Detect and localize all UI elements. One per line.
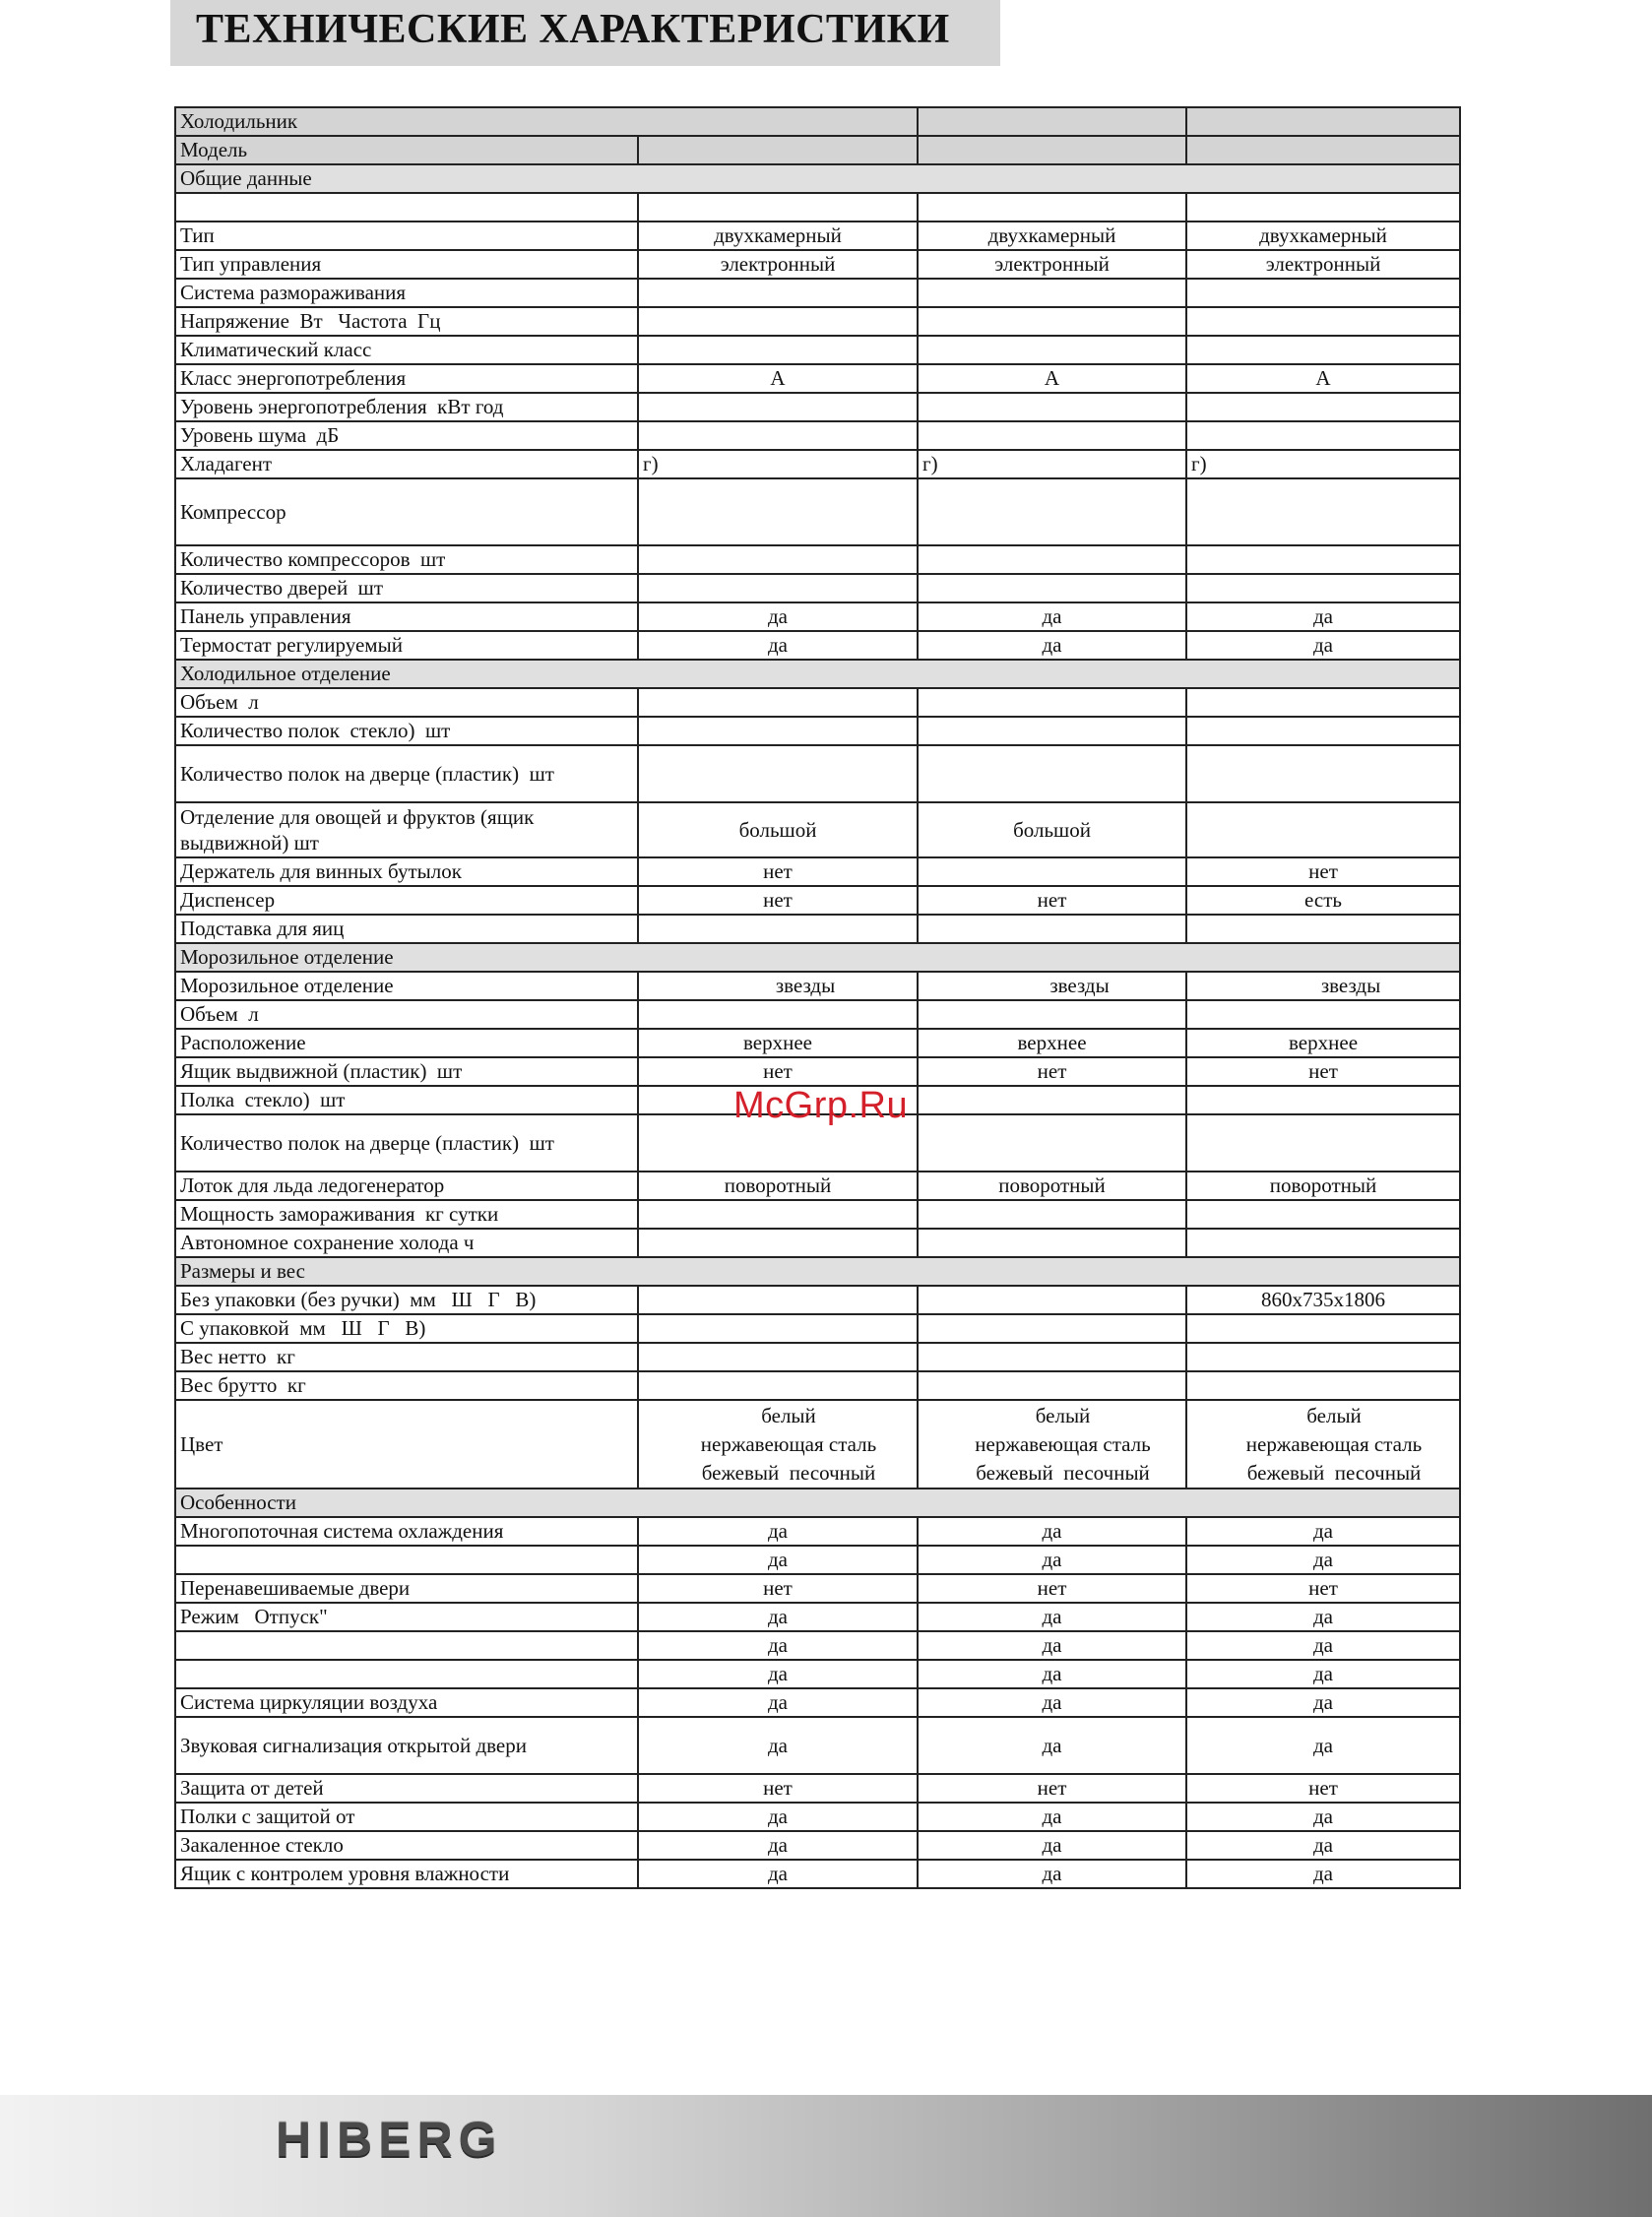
table-cell	[1186, 1000, 1460, 1029]
table-row	[175, 421, 1460, 450]
value-cell: нет	[1186, 1574, 1460, 1603]
value-cell: да	[918, 1803, 1186, 1831]
table-cell	[1186, 745, 1460, 802]
table-cell	[918, 1371, 1186, 1400]
value-cell: да	[918, 1717, 1186, 1774]
table-cell	[918, 1286, 1186, 1314]
value-cell: двухкамерный	[918, 222, 1186, 250]
value-cell: двухкамерный	[638, 222, 918, 250]
table-cell	[918, 745, 1186, 802]
table-row	[175, 193, 1460, 222]
value-cell: да	[1186, 1517, 1460, 1546]
value-cell: нет	[638, 1574, 918, 1603]
table-row	[175, 1000, 1460, 1029]
table-cell	[638, 1200, 918, 1229]
table-row	[175, 886, 1460, 915]
value-cell	[1186, 1400, 1460, 1489]
value-cell: поворотный	[638, 1172, 918, 1200]
row-label: Диспенсер	[175, 886, 638, 915]
value-cell: нет	[918, 1574, 1186, 1603]
value-cell: да	[1186, 1860, 1460, 1888]
value-cell: да	[638, 1631, 918, 1660]
table-row	[175, 136, 1460, 164]
row-label: Защита от детей	[175, 1774, 638, 1803]
row-label: Вес нетто кг	[175, 1343, 638, 1371]
row-label: Система циркуляции воздуха	[175, 1688, 638, 1717]
value-cell: да	[918, 631, 1186, 660]
table-cell	[918, 393, 1186, 421]
table-row	[175, 1314, 1460, 1343]
table-cell	[638, 421, 918, 450]
table-cell	[638, 745, 918, 802]
row-label: Тип	[175, 222, 638, 250]
table-row	[175, 279, 1460, 307]
table-row	[175, 857, 1460, 886]
section-row	[175, 660, 1460, 688]
value-cell	[918, 1400, 1186, 1489]
value-cell: да	[638, 1603, 918, 1631]
table-row	[175, 545, 1460, 574]
table-cell	[918, 193, 1186, 222]
row-label: Цвет	[175, 1400, 638, 1489]
value-cell: да	[638, 602, 918, 631]
table-row	[175, 393, 1460, 421]
row-label: Вес брутто кг	[175, 1371, 638, 1400]
row-label: Полка стекло) шт	[175, 1086, 638, 1114]
table-cell	[918, 915, 1186, 943]
value-cell: да	[918, 602, 1186, 631]
table-row	[175, 478, 1460, 545]
table-cell	[638, 136, 918, 164]
color-option: бежевый песочный	[976, 1460, 1150, 1485]
value-cell: поворотный	[918, 1172, 1186, 1200]
table-cell	[175, 193, 638, 222]
table-cell	[1186, 1371, 1460, 1400]
table-cell	[918, 545, 1186, 574]
table-cell	[918, 717, 1186, 745]
color-option: нержавеющая сталь	[975, 1431, 1151, 1456]
row-label: Подставка для яиц	[175, 915, 638, 943]
row-label: Количество полок на дверце (пластик) шт	[175, 745, 638, 802]
color-option: нержавеющая сталь	[700, 1431, 877, 1456]
value-cell: да	[1186, 1803, 1460, 1831]
table-cell	[918, 279, 1186, 307]
value-cell: да	[1186, 631, 1460, 660]
value-cell: верхнее	[918, 1029, 1186, 1057]
row-label: Термостат регулируемый	[175, 631, 638, 660]
value-cell: г)	[918, 450, 1186, 478]
row-label: Ящик с контролем уровня влажности	[175, 1860, 638, 1888]
value-cell: да	[638, 631, 918, 660]
table-row	[175, 364, 1460, 393]
table-row	[175, 1029, 1460, 1057]
row-label: Ящик выдвижной (пластик) шт	[175, 1057, 638, 1086]
section-title: Размеры и вес	[175, 1257, 1460, 1286]
value-cell: да	[1186, 1603, 1460, 1631]
table-cell	[638, 478, 918, 545]
table-cell	[175, 1546, 638, 1574]
table-cell	[1186, 1200, 1460, 1229]
row-label: Количество дверей шт	[175, 574, 638, 602]
row-label: Расположение	[175, 1029, 638, 1057]
table-row	[175, 1546, 1460, 1574]
color-option: нержавеющая сталь	[1245, 1431, 1423, 1456]
table-row	[175, 602, 1460, 631]
value-cell: звезды	[1186, 972, 1460, 1000]
table-row	[175, 1574, 1460, 1603]
table-row	[175, 250, 1460, 279]
value-cell: электронный	[918, 250, 1186, 279]
section-row	[175, 164, 1460, 193]
value-cell: звезды	[638, 972, 918, 1000]
table-cell	[918, 107, 1186, 136]
row-label: Автономное сохранение холода ч	[175, 1229, 638, 1257]
row-label: Звуковая сигнализация открытой двери	[175, 1717, 638, 1774]
table-row	[175, 1343, 1460, 1371]
value-cell: верхнее	[1186, 1029, 1460, 1057]
table-cell	[1186, 688, 1460, 717]
table-row	[175, 1229, 1460, 1257]
table-cell	[918, 307, 1186, 336]
value-cell: нет	[1186, 1057, 1460, 1086]
table-cell	[1186, 393, 1460, 421]
value-cell: да	[638, 1717, 918, 1774]
value-cell: 860x735x1806	[1186, 1286, 1460, 1314]
table-row	[175, 688, 1460, 717]
table-cell	[638, 717, 918, 745]
table-row	[175, 717, 1460, 745]
table-cell	[638, 1371, 918, 1400]
table-cell	[918, 857, 1186, 886]
value-cell: нет	[1186, 857, 1460, 886]
table-cell	[638, 1343, 918, 1371]
title-banner	[170, 0, 1000, 66]
table-row	[175, 1831, 1460, 1860]
table-cell	[1186, 574, 1460, 602]
value-cell: да	[1186, 1546, 1460, 1574]
row-label: Закаленное стекло	[175, 1831, 638, 1860]
value-cell: звезды	[918, 972, 1186, 1000]
table-cell	[638, 307, 918, 336]
row-label: Режим Отпуск"	[175, 1603, 638, 1631]
table-cell	[918, 336, 1186, 364]
page-title: ТЕХНИЧЕСКИЕ ХАРАКТЕРИСТИКИ	[196, 7, 950, 52]
value-cell: да	[1186, 1660, 1460, 1688]
row-label: Лоток для льда ледогенератор	[175, 1172, 638, 1200]
table-cell	[1186, 421, 1460, 450]
value-cell: да	[918, 1660, 1186, 1688]
table-cell	[1186, 478, 1460, 545]
row-label: Хладагент	[175, 450, 638, 478]
table-row	[175, 1860, 1460, 1888]
table-cell	[918, 1343, 1186, 1371]
section-row	[175, 943, 1460, 972]
table-row	[175, 574, 1460, 602]
table-cell	[175, 1631, 638, 1660]
value-cell: да	[918, 1831, 1186, 1860]
value-cell: нет	[638, 1057, 918, 1086]
table-row	[175, 1688, 1460, 1717]
value-cell: нет	[918, 886, 1186, 915]
row-label: Климатический класс	[175, 336, 638, 364]
value-cell: двухкамерный	[1186, 222, 1460, 250]
table-cell	[638, 393, 918, 421]
row-label: Напряжение Вт Частота Гц	[175, 307, 638, 336]
table-cell	[1186, 336, 1460, 364]
value-cell: да	[1186, 1688, 1460, 1717]
row-label: Количество полок стекло) шт	[175, 717, 638, 745]
table-row	[175, 450, 1460, 478]
product-header: Холодильник	[175, 107, 918, 136]
table-cell	[638, 336, 918, 364]
color-option: белый	[761, 1403, 816, 1427]
row-label: Перенавешиваемые двери	[175, 1574, 638, 1603]
table-cell	[1186, 1114, 1460, 1172]
table-cell	[1186, 193, 1460, 222]
row-label: Мощность замораживания кг сутки	[175, 1200, 638, 1229]
value-cell: электронный	[1186, 250, 1460, 279]
table-cell	[638, 1000, 918, 1029]
value-cell: г)	[638, 450, 918, 478]
row-label: Компрессор	[175, 478, 638, 545]
table-cell	[918, 1086, 1186, 1114]
value-cell: А	[1186, 364, 1460, 393]
section-row	[175, 1489, 1460, 1517]
table-row	[175, 1803, 1460, 1831]
value-cell: А	[918, 364, 1186, 393]
value-cell: да	[638, 1517, 918, 1546]
section-title: Морозильное отделение	[175, 943, 1460, 972]
row-label: Количество компрессоров шт	[175, 545, 638, 574]
table-cell	[1186, 279, 1460, 307]
table-cell	[918, 574, 1186, 602]
table-row	[175, 307, 1460, 336]
table-cell	[175, 1660, 638, 1688]
value-cell: да	[918, 1688, 1186, 1717]
table-row	[175, 1631, 1460, 1660]
value-cell: да	[1186, 1631, 1460, 1660]
value-cell	[638, 1400, 918, 1489]
row-label: Тип управления	[175, 250, 638, 279]
table-cell	[1186, 1229, 1460, 1257]
row-label: Класс энергопотребления	[175, 364, 638, 393]
table-cell	[918, 1000, 1186, 1029]
value-cell: да	[638, 1688, 918, 1717]
color-option: бежевый песочный	[1246, 1460, 1422, 1485]
table-row	[175, 631, 1460, 660]
row-label: Система размораживания	[175, 279, 638, 307]
section-title: Общие данные	[175, 164, 1460, 193]
model-header: Модель	[175, 136, 638, 164]
table-cell	[918, 136, 1186, 164]
table-cell	[1186, 1343, 1460, 1371]
section-title: Холодильное отделение	[175, 660, 1460, 688]
table-cell	[918, 688, 1186, 717]
table-cell	[638, 545, 918, 574]
brand-logo: HIBERG	[276, 2112, 503, 2167]
value-cell: да	[918, 1603, 1186, 1631]
value-cell: да	[1186, 1831, 1460, 1860]
table-row	[175, 1286, 1460, 1314]
row-label: Объем л	[175, 688, 638, 717]
table-cell	[1186, 1086, 1460, 1114]
table-row	[175, 972, 1460, 1000]
table-cell	[918, 1314, 1186, 1343]
table-cell	[638, 688, 918, 717]
table-row	[175, 1400, 1460, 1489]
table-row	[175, 1774, 1460, 1803]
table-row	[175, 802, 1460, 857]
table-row	[175, 1717, 1460, 1774]
table-row	[175, 336, 1460, 364]
section-row	[175, 1257, 1460, 1286]
table-cell	[638, 1314, 918, 1343]
row-label: Морозильное отделение	[175, 972, 638, 1000]
spec-table	[174, 106, 1461, 1889]
value-cell: да	[638, 1831, 918, 1860]
table-cell	[638, 574, 918, 602]
table-cell	[638, 193, 918, 222]
footer-band	[0, 2095, 1652, 2217]
value-cell: да	[638, 1660, 918, 1688]
color-option: бежевый песочный	[701, 1460, 876, 1485]
table-row	[175, 745, 1460, 802]
value-cell: нет	[918, 1774, 1186, 1803]
value-cell: да	[918, 1860, 1186, 1888]
table-row	[175, 1517, 1460, 1546]
value-cell: большой	[638, 802, 918, 857]
color-option: белый	[1306, 1403, 1362, 1427]
table-cell	[918, 1229, 1186, 1257]
value-cell: да	[638, 1803, 918, 1831]
row-label: Количество полок на дверце (пластик) шт	[175, 1114, 638, 1172]
value-cell: да	[918, 1546, 1186, 1574]
section-title: Особенности	[175, 1489, 1460, 1517]
table-cell	[1186, 717, 1460, 745]
value-cell: нет	[638, 1774, 918, 1803]
table-row	[175, 222, 1460, 250]
value-cell: г)	[1186, 450, 1460, 478]
row-label: Держатель для винных бутылок	[175, 857, 638, 886]
value-cell: нет	[638, 857, 918, 886]
table-cell	[1186, 915, 1460, 943]
table-cell	[1186, 107, 1460, 136]
value-cell: поворотный	[1186, 1172, 1460, 1200]
table-row	[175, 1200, 1460, 1229]
table-cell	[1186, 545, 1460, 574]
row-label: Без упаковки (без ручки) мм Ш Г В)	[175, 1286, 638, 1314]
table-row	[175, 1603, 1460, 1631]
value-cell: да	[1186, 1717, 1460, 1774]
table-cell	[1186, 307, 1460, 336]
value-cell: да	[918, 1631, 1186, 1660]
value-cell: да	[918, 1517, 1186, 1546]
row-label: Уровень энергопотребления кВт год	[175, 393, 638, 421]
watermark: McGrp.Ru	[733, 1085, 909, 1126]
value-cell: нет	[638, 886, 918, 915]
table-row	[175, 1172, 1460, 1200]
table-cell	[918, 478, 1186, 545]
table-cell	[638, 1286, 918, 1314]
row-label: Объем л	[175, 1000, 638, 1029]
table-cell	[638, 1229, 918, 1257]
table-row	[175, 915, 1460, 943]
value-cell: да	[638, 1860, 918, 1888]
value-cell: электронный	[638, 250, 918, 279]
row-label: Панель управления	[175, 602, 638, 631]
value-cell: есть	[1186, 886, 1460, 915]
table-row	[175, 1371, 1460, 1400]
table-cell	[918, 421, 1186, 450]
row-label: Полки с защитой от	[175, 1803, 638, 1831]
table-cell	[1186, 136, 1460, 164]
table-row	[175, 1057, 1460, 1086]
value-cell: нет	[1186, 1774, 1460, 1803]
row-label: Отделение для овощей и фруктов (ящик выдвижной) шт	[175, 802, 638, 857]
value-cell: верхнее	[638, 1029, 918, 1057]
value-cell: А	[638, 364, 918, 393]
table-cell	[1186, 1314, 1460, 1343]
table-cell	[1186, 802, 1460, 857]
table-row	[175, 1660, 1460, 1688]
value-cell: большой	[918, 802, 1186, 857]
color-option: белый	[1035, 1403, 1091, 1427]
value-cell: да	[638, 1546, 918, 1574]
table-cell	[638, 915, 918, 943]
table-cell	[918, 1200, 1186, 1229]
table-row	[175, 107, 1460, 136]
table-cell	[918, 1114, 1186, 1172]
table-cell	[638, 279, 918, 307]
value-cell: да	[1186, 602, 1460, 631]
row-label: Многопоточная система охлаждения	[175, 1517, 638, 1546]
row-label: Уровень шума дБ	[175, 421, 638, 450]
row-label: С упаковкой мм Ш Г В)	[175, 1314, 638, 1343]
value-cell: нет	[918, 1057, 1186, 1086]
